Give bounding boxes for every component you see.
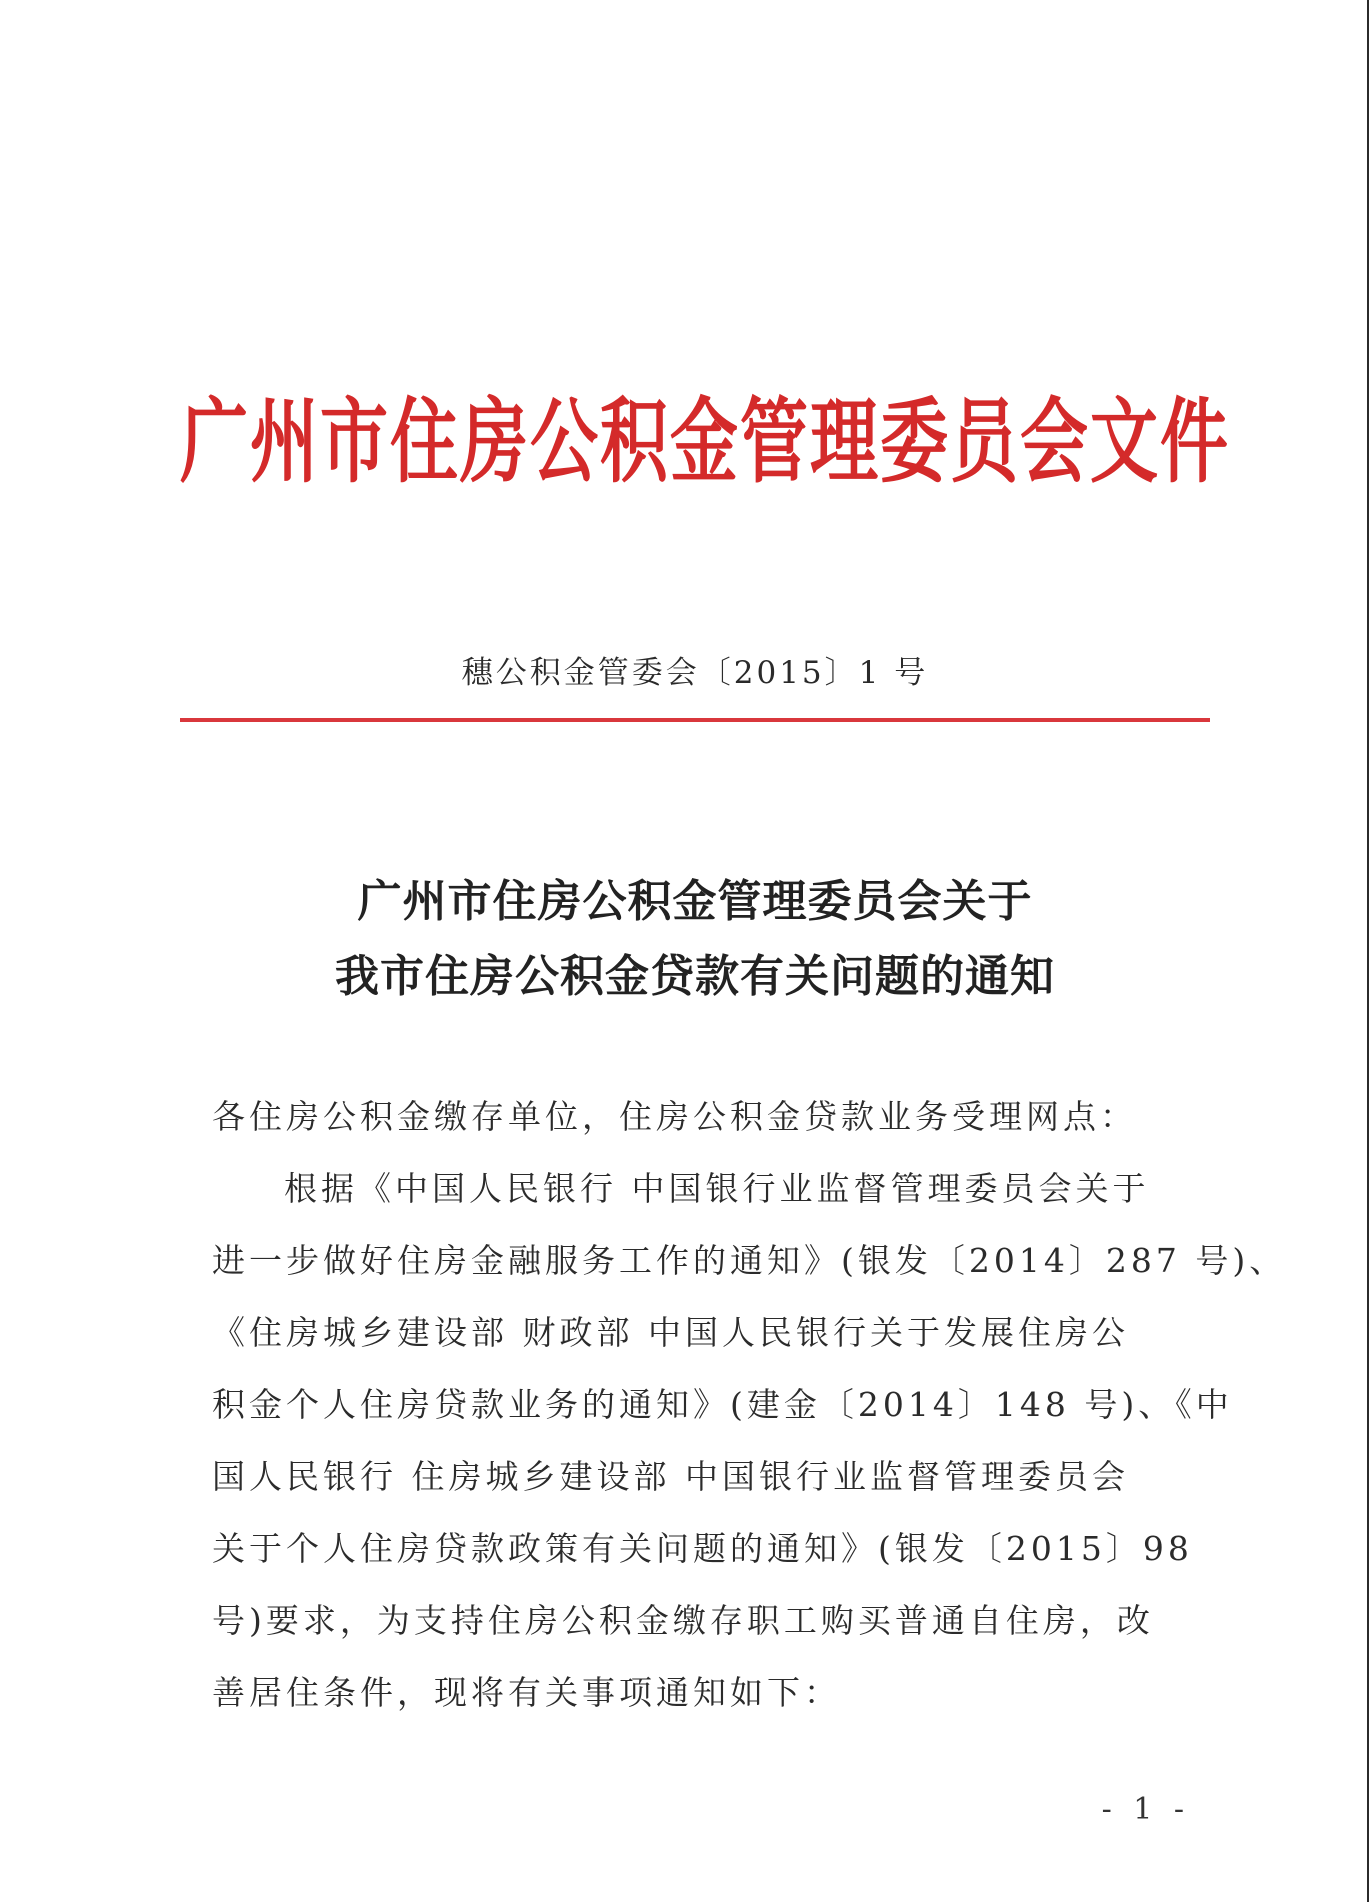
masthead-title: 广州市住房公积金管理委员会文件 bbox=[180, 389, 1231, 497]
document-number: 穗公积金管委会〔2015〕1 号 bbox=[461, 655, 929, 691]
body-line-3: 《住房城乡建设部 财政部 中国人民银行关于发展住房公 bbox=[212, 1313, 1129, 1352]
body-line-8: 善居住条件，现将有关事项通知如下： bbox=[212, 1673, 841, 1712]
notice-title-line-2: 我市住房公积金贷款有关问题的通知 bbox=[335, 951, 1055, 1002]
red-divider-rule bbox=[180, 718, 1210, 722]
body-line-7: 号)要求，为支持住房公积金缴存职工购买普通自住房，改 bbox=[212, 1601, 1154, 1640]
body-line-1: 根据《中国人民银行 中国银行业监督管理委员会关于 bbox=[284, 1169, 1150, 1208]
body-line-6: 关于个人住房贷款政策有关问题的通知》(银发〔2015〕98 bbox=[212, 1529, 1193, 1568]
body-line-2: 进一步做好住房金融服务工作的通知》(银发〔2014〕287 号)、 bbox=[212, 1241, 1287, 1280]
salutation: 各住房公积金缴存单位，住房公积金贷款业务受理网点： bbox=[212, 1097, 1137, 1136]
page-number: - 1 - bbox=[1101, 1792, 1190, 1827]
body-line-5: 国人民银行 住房城乡建设部 中国银行业监督管理委员会 bbox=[212, 1457, 1129, 1496]
body-line-4: 积金个人住房贷款业务的通知》(建金〔2014〕148 号)、《中 bbox=[212, 1385, 1233, 1424]
notice-title-line-1: 广州市住房公积金管理委员会关于 bbox=[357, 876, 1033, 927]
